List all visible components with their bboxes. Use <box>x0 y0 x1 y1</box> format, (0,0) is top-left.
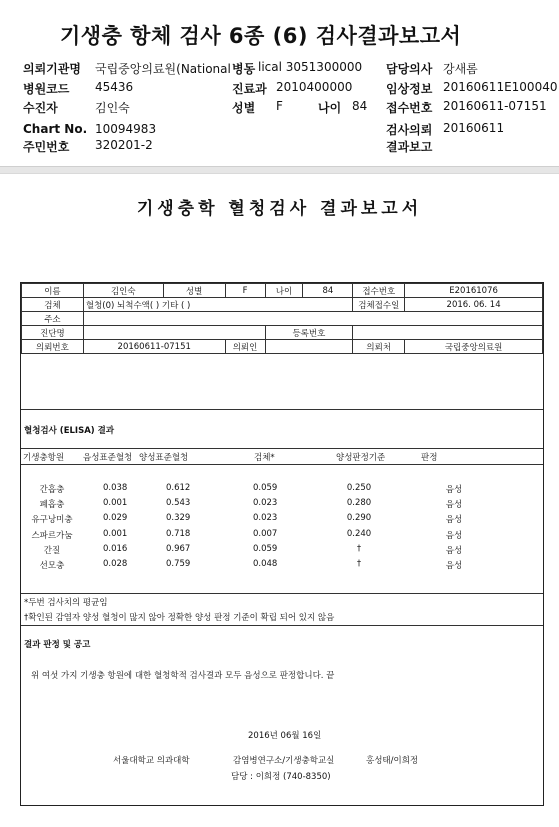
antigen-cell: 스파르가눔 <box>31 530 73 541</box>
antigen-cell: 폐흡충 <box>39 500 65 511</box>
footnote-cutoff: †확인된 감염자 양성 혈청이 많지 않아 정확한 양성 판정 기준이 확립 되어 있지 않음 <box>24 613 335 623</box>
dept-label: 진료과 <box>232 82 267 96</box>
address-label: 주소 <box>22 312 84 326</box>
result-cell: 음성 <box>445 545 463 556</box>
result-cell: 음성 <box>445 561 463 571</box>
specimen-value: 혈청(0) 뇌척수액( ) 기타 ( ) <box>83 298 352 312</box>
sample-cell: 0.059 <box>253 543 278 554</box>
specimen-date-label: 검체접수일 <box>353 298 405 312</box>
cutoff-cell: 0.250 <box>346 483 372 493</box>
request-no-label: 의뢰번호 <box>22 340 84 354</box>
age-label: 나이 <box>318 101 342 115</box>
institution-value: 국립중앙의료원(National <box>95 62 231 76</box>
dept-value: 2010400000 <box>276 80 353 94</box>
request-date-value: 20160611 <box>443 121 505 135</box>
report-header <box>0 0 559 165</box>
specimen-label: 검체 <box>22 298 84 312</box>
conclusion-text: 위 여섯 가지 기생충 항원에 대한 혈청학적 검사결과 모두 음성으로 판정합니다. 끝 <box>31 671 335 681</box>
conclusion-title: 결과 판정 및 공고 <box>24 640 91 650</box>
receipt-no-label: 접수번호 <box>386 101 433 115</box>
chart-no-value: 10094983 <box>95 122 157 136</box>
ward-label: 병동 <box>232 62 256 76</box>
section-divider <box>0 166 559 174</box>
cutoff-cell: 0.240 <box>346 528 372 539</box>
specimen-date-value: 2016. 06. 14 <box>405 298 543 312</box>
col-negative-std: 음성표준혈청 <box>83 453 133 463</box>
clinical-info-label: 임상정보 <box>386 82 433 96</box>
institution-label: 의뢰기관명 <box>23 62 81 76</box>
cutoff-cell: 0.290 <box>346 513 372 524</box>
requester-label: 의뢰인 <box>225 340 265 354</box>
positive-std-cell: 0.329 <box>166 513 191 524</box>
sample-cell: 0.023 <box>253 513 278 524</box>
col-positive-std: 양성표준혈청 <box>139 453 189 463</box>
negative-std-cell: 0.016 <box>103 543 128 554</box>
positive-std-cell: 0.543 <box>166 498 191 509</box>
negative-std-cell: 0.001 <box>103 498 128 509</box>
result-report-label: 결과보고 <box>386 140 433 154</box>
divider <box>21 464 543 465</box>
ward-value: lical 3051300000 <box>258 60 363 74</box>
result-cell: 음성 <box>445 500 463 511</box>
request-place-value: 국립중앙의료원 <box>405 340 543 354</box>
result-cell: 음성 <box>445 485 463 495</box>
patient-label: 수진자 <box>23 101 58 115</box>
cutoff-cell: † <box>356 543 362 554</box>
registration-value <box>353 326 543 340</box>
sample-cell: 0.059 <box>253 483 278 493</box>
org-college: 서울대학교 의과대학 <box>113 756 190 766</box>
negative-std-cell: 0.038 <box>103 483 128 493</box>
footnote-average: *두번 검사치의 평균임 <box>24 598 108 608</box>
doctor-label: 담당의사 <box>386 62 433 76</box>
age-value: 84 <box>352 99 368 113</box>
request-place-label: 의뢰처 <box>353 340 405 354</box>
divider <box>21 593 543 594</box>
antigen-cell: 간흡충 <box>39 485 65 495</box>
hospital-code-label: 병원코드 <box>23 82 70 96</box>
resident-no-value: 320201-2 <box>95 138 153 152</box>
cutoff-cell: 0.280 <box>346 498 372 509</box>
scanned-report <box>0 174 559 827</box>
request-no-value: 20160611-07151 <box>83 340 225 354</box>
patient-value: 김인숙 <box>95 101 130 115</box>
result-cell: 음성 <box>445 515 463 526</box>
divider <box>21 625 543 626</box>
diagnosis-label: 진단명 <box>22 326 84 340</box>
divider <box>21 448 543 449</box>
name-label: 이름 <box>22 284 84 298</box>
positive-std-cell: 0.612 <box>166 483 191 493</box>
negative-std-cell: 0.029 <box>103 513 128 524</box>
scan-title: 기생충학 혈청검사 결과보고서 <box>136 199 423 219</box>
clinical-info-value: 20160611E100040 <box>443 80 558 94</box>
result-cell: 음성 <box>445 530 463 541</box>
cutoff-cell: † <box>356 559 362 569</box>
signers: 홍성태/이희정 <box>366 756 419 766</box>
report-title: 기생충 항체 검사 6종 (6) 검사결과보고서 <box>60 24 462 48</box>
chart-no-label: Chart No. <box>23 122 88 136</box>
patient-info-table <box>21 283 543 354</box>
col-result: 판정 <box>421 453 438 463</box>
antigen-cell: 유구낭미충 <box>31 515 73 526</box>
sample-cell: 0.048 <box>253 559 278 569</box>
sex-label: 성별 <box>163 284 225 298</box>
report-frame <box>20 282 544 806</box>
report-date: 2016년 06월 16일 <box>248 731 322 741</box>
elisa-section-title: 혈청검사 (ELISA) 결과 <box>24 426 115 436</box>
sex-value: F <box>276 99 283 113</box>
receipt-value: E20161076 <box>405 284 543 298</box>
address-value <box>83 312 542 326</box>
receipt-label: 접수번호 <box>353 284 405 298</box>
registration-label: 등록번호 <box>265 326 353 340</box>
hospital-code-value: 45436 <box>95 80 134 94</box>
org-department: 감염병연구소/기생충학교실 <box>233 756 335 766</box>
sex-value: F <box>225 284 265 298</box>
sex-label: 성별 <box>232 101 256 115</box>
antigen-cell: 선모충 <box>39 561 65 571</box>
col-antigen: 기생충항원 <box>23 453 65 463</box>
sample-cell: 0.023 <box>253 498 278 509</box>
antigen-cell: 간질 <box>43 545 61 556</box>
contact: 담당 : 이희정 (740-8350) <box>231 772 331 782</box>
sample-cell: 0.007 <box>253 528 278 539</box>
col-cutoff: 양성판정기준 <box>336 453 386 463</box>
col-sample: 검체* <box>254 453 275 463</box>
request-date-label: 검사의뢰 <box>386 123 433 137</box>
name-value: 김인숙 <box>83 284 163 298</box>
positive-std-cell: 0.718 <box>166 528 191 539</box>
receipt-no-value: 20160611-07151 <box>443 99 547 113</box>
age-label: 나이 <box>265 284 303 298</box>
negative-std-cell: 0.001 <box>103 528 128 539</box>
negative-std-cell: 0.028 <box>103 559 128 569</box>
divider <box>21 409 543 410</box>
resident-no-label: 주민번호 <box>23 140 70 154</box>
diagnosis-value <box>83 326 265 340</box>
age-value: 84 <box>303 284 353 298</box>
requester-value <box>265 340 353 354</box>
positive-std-cell: 0.967 <box>166 543 191 554</box>
positive-std-cell: 0.759 <box>166 559 191 569</box>
doctor-value: 강새롬 <box>443 62 478 76</box>
